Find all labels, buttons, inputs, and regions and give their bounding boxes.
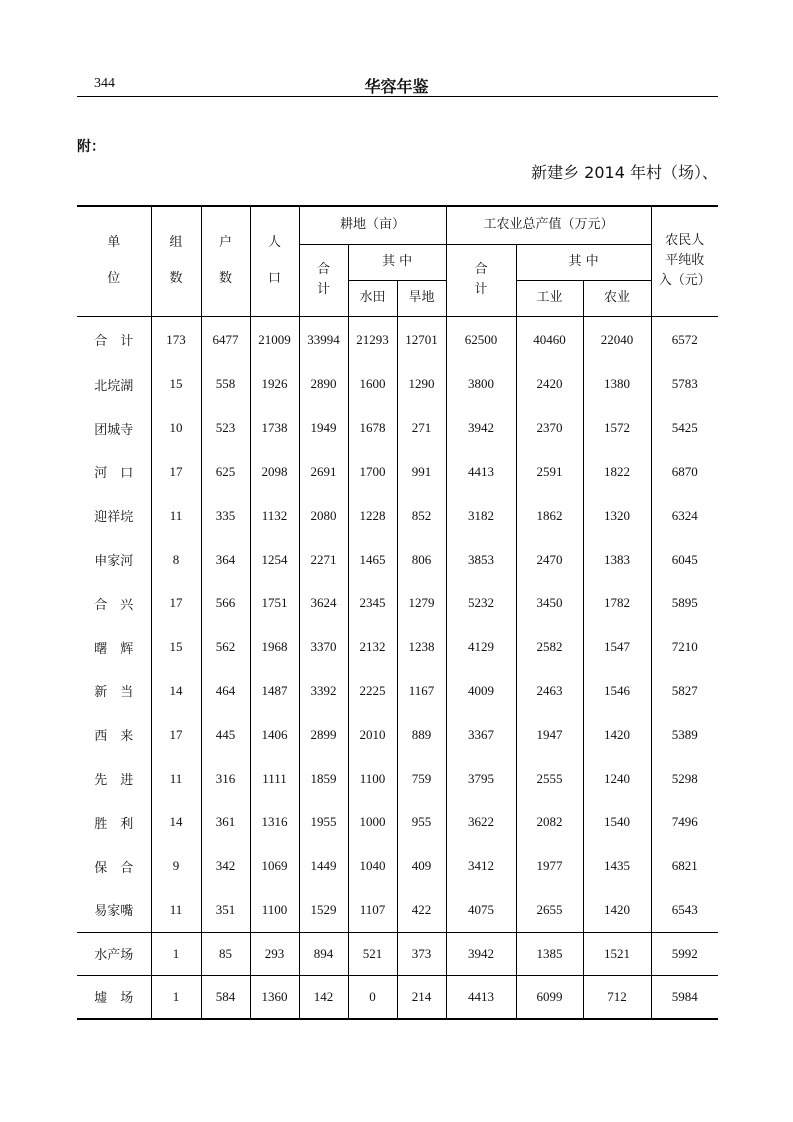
- table-row: [77, 316, 718, 363]
- cell-dry: 373: [397, 932, 446, 975]
- cell-name: 新 当: [77, 669, 151, 713]
- cell-population: 1254: [250, 538, 299, 582]
- cell-agriculture: 22040: [583, 316, 651, 363]
- table-row: [77, 625, 718, 669]
- cell-dry: 852: [397, 494, 446, 538]
- header-farmland: 耕地（亩）: [299, 206, 446, 244]
- cell-output-total: 3412: [446, 844, 516, 888]
- header-groups-line1: 组: [169, 235, 183, 251]
- cell-industry: 2370: [516, 406, 583, 450]
- cell-dry: 409: [397, 844, 446, 888]
- table-row: [77, 888, 718, 932]
- cell-groups: 17: [151, 581, 201, 625]
- cell-agriculture: 1320: [583, 494, 651, 538]
- cell-paddy: 1100: [348, 757, 397, 801]
- cell-population: 1738: [250, 406, 299, 450]
- cell-output-total: 3942: [446, 406, 516, 450]
- table-row: [77, 581, 718, 625]
- cell-paddy: 1465: [348, 538, 397, 582]
- cell-income: 6870: [651, 450, 718, 494]
- cell-groups: 14: [151, 669, 201, 713]
- cell-industry: 2463: [516, 669, 583, 713]
- cell-households: 558: [201, 363, 250, 407]
- running-title: 华容年鉴: [364, 77, 429, 96]
- page-number: 344: [94, 76, 115, 91]
- cell-agriculture: 1240: [583, 757, 651, 801]
- cell-industry: 2591: [516, 450, 583, 494]
- cell-groups: 8: [151, 538, 201, 582]
- cell-name: 合 兴: [77, 581, 151, 625]
- table-row: [77, 363, 718, 407]
- cell-output-total: 3800: [446, 363, 516, 407]
- cell-groups: 15: [151, 625, 201, 669]
- cell-population: 1111: [250, 757, 299, 801]
- cell-paddy: 521: [348, 932, 397, 975]
- cell-dry: 1279: [397, 581, 446, 625]
- cell-dry: 889: [397, 713, 446, 757]
- cell-output-total: 3795: [446, 757, 516, 801]
- cell-dry: 214: [397, 975, 446, 1019]
- cell-output-total: 3942: [446, 932, 516, 975]
- cell-agriculture: 1782: [583, 581, 651, 625]
- header-output-total-line1: 合: [474, 261, 488, 277]
- cell-households: 523: [201, 406, 250, 450]
- cell-land-total: 1955: [299, 800, 348, 844]
- cell-agriculture: 1521: [583, 932, 651, 975]
- cell-paddy: 1107: [348, 888, 397, 932]
- header-population-line2: 口: [267, 271, 281, 287]
- cell-industry: 2420: [516, 363, 583, 407]
- cell-income: 6821: [651, 844, 718, 888]
- cell-income: 5895: [651, 581, 718, 625]
- cell-income: 7210: [651, 625, 718, 669]
- cell-dry: 271: [397, 406, 446, 450]
- header-groups: [151, 206, 201, 316]
- cell-households: 361: [201, 800, 250, 844]
- cell-groups: 9: [151, 844, 201, 888]
- cell-groups: 11: [151, 494, 201, 538]
- cell-paddy: 2132: [348, 625, 397, 669]
- cell-land-total: 2080: [299, 494, 348, 538]
- cell-households: 445: [201, 713, 250, 757]
- cell-households: 625: [201, 450, 250, 494]
- table-row: [77, 800, 718, 844]
- table-body: [77, 316, 718, 1019]
- cell-agriculture: 1546: [583, 669, 651, 713]
- cell-households: 584: [201, 975, 250, 1019]
- cell-population: 21009: [250, 316, 299, 363]
- header-income-line1: 农民人: [665, 233, 705, 249]
- cell-paddy: 2225: [348, 669, 397, 713]
- cell-population: 1100: [250, 888, 299, 932]
- cell-households: 6477: [201, 316, 250, 363]
- cell-land-total: 894: [299, 932, 348, 975]
- header-farmland-total: [299, 244, 348, 316]
- cell-income: 6543: [651, 888, 718, 932]
- header-population: [250, 206, 299, 316]
- cell-households: 562: [201, 625, 250, 669]
- cell-groups: 11: [151, 888, 201, 932]
- cell-land-total: 1949: [299, 406, 348, 450]
- table-header: [77, 206, 718, 316]
- cell-output-total: 4129: [446, 625, 516, 669]
- cell-agriculture: 1547: [583, 625, 651, 669]
- cell-income: 5783: [651, 363, 718, 407]
- header-industry: 工业: [516, 280, 583, 316]
- cell-agriculture: 1572: [583, 406, 651, 450]
- table-row: [77, 538, 718, 582]
- cell-income: 5389: [651, 713, 718, 757]
- attachment-label: 附：: [77, 139, 105, 155]
- cell-groups: 14: [151, 800, 201, 844]
- cell-industry: 1385: [516, 932, 583, 975]
- cell-output-total: 4009: [446, 669, 516, 713]
- cell-income: 5984: [651, 975, 718, 1019]
- cell-agriculture: 1380: [583, 363, 651, 407]
- cell-name: 先 进: [77, 757, 151, 801]
- header-farmland-total-line1: 合: [316, 261, 330, 277]
- table-row: [77, 669, 718, 713]
- cell-name: 水产场: [77, 932, 151, 975]
- cell-industry: 1862: [516, 494, 583, 538]
- header-income: [651, 206, 718, 316]
- table-row: [77, 450, 718, 494]
- cell-agriculture: 1540: [583, 800, 651, 844]
- cell-income: 5992: [651, 932, 718, 975]
- cell-paddy: 0: [348, 975, 397, 1019]
- header-agriculture: 农业: [583, 280, 651, 316]
- cell-population: 2098: [250, 450, 299, 494]
- cell-industry: 2655: [516, 888, 583, 932]
- cell-name: 迎祥垸: [77, 494, 151, 538]
- table-row: [77, 406, 718, 450]
- cell-land-total: 2691: [299, 450, 348, 494]
- cell-industry: 1947: [516, 713, 583, 757]
- cell-population: 1406: [250, 713, 299, 757]
- table-row: [77, 713, 718, 757]
- cell-land-total: 3370: [299, 625, 348, 669]
- header-income-line2: 平纯收: [665, 253, 705, 269]
- cell-income: 5425: [651, 406, 718, 450]
- cell-population: 1968: [250, 625, 299, 669]
- cell-output-total: 62500: [446, 316, 516, 363]
- cell-dry: 991: [397, 450, 446, 494]
- cell-industry: 2555: [516, 757, 583, 801]
- cell-land-total: 3392: [299, 669, 348, 713]
- table-title: 新建乡 2014 年村（场）、: [531, 163, 718, 182]
- cell-paddy: 1000: [348, 800, 397, 844]
- header-paddy: 水田: [348, 280, 397, 316]
- cell-name: 墟 场: [77, 975, 151, 1019]
- cell-paddy: 1700: [348, 450, 397, 494]
- cell-dry: 1290: [397, 363, 446, 407]
- cell-industry: 40460: [516, 316, 583, 363]
- header-dry-land: 旱地: [397, 280, 446, 316]
- cell-land-total: 1449: [299, 844, 348, 888]
- cell-paddy: 2010: [348, 713, 397, 757]
- cell-dry: 759: [397, 757, 446, 801]
- cell-paddy: 1600: [348, 363, 397, 407]
- header-households-line1: 户: [218, 235, 232, 251]
- cell-income: 6045: [651, 538, 718, 582]
- cell-paddy: 2345: [348, 581, 397, 625]
- header-households: [201, 206, 250, 316]
- cell-industry: 1977: [516, 844, 583, 888]
- cell-households: 335: [201, 494, 250, 538]
- cell-households: 351: [201, 888, 250, 932]
- cell-groups: 10: [151, 406, 201, 450]
- cell-population: 1316: [250, 800, 299, 844]
- cell-households: 566: [201, 581, 250, 625]
- cell-land-total: 2890: [299, 363, 348, 407]
- cell-households: 364: [201, 538, 250, 582]
- cell-industry: 6099: [516, 975, 583, 1019]
- cell-output-total: 3367: [446, 713, 516, 757]
- cell-agriculture: 1435: [583, 844, 651, 888]
- header-output-of-which: 其 中: [516, 244, 651, 280]
- cell-output-total: 3182: [446, 494, 516, 538]
- cell-households: 342: [201, 844, 250, 888]
- header-population-line1: 人: [267, 235, 281, 251]
- cell-industry: 3450: [516, 581, 583, 625]
- cell-income: 5298: [651, 757, 718, 801]
- header-unit: [77, 206, 151, 316]
- cell-population: 1132: [250, 494, 299, 538]
- cell-industry: 2582: [516, 625, 583, 669]
- cell-groups: 17: [151, 713, 201, 757]
- cell-output-total: 4413: [446, 450, 516, 494]
- cell-name: 团城寺: [77, 406, 151, 450]
- header-unit-line1: 单: [107, 235, 121, 251]
- cell-population: 1751: [250, 581, 299, 625]
- cell-paddy: 1040: [348, 844, 397, 888]
- cell-population: 1926: [250, 363, 299, 407]
- cell-population: 1487: [250, 669, 299, 713]
- cell-paddy: 21293: [348, 316, 397, 363]
- table-row: [77, 494, 718, 538]
- header-farmland-total-line2: 计: [316, 282, 330, 297]
- cell-groups: 173: [151, 316, 201, 363]
- cell-groups: 1: [151, 975, 201, 1019]
- cell-dry: 806: [397, 538, 446, 582]
- cell-dry: 422: [397, 888, 446, 932]
- cell-groups: 11: [151, 757, 201, 801]
- cell-name: 河 口: [77, 450, 151, 494]
- cell-income: 6324: [651, 494, 718, 538]
- cell-paddy: 1228: [348, 494, 397, 538]
- cell-land-total: 2899: [299, 713, 348, 757]
- cell-output-total: 5232: [446, 581, 516, 625]
- header-groups-line2: 数: [169, 271, 183, 287]
- cell-name: 北垸湖: [77, 363, 151, 407]
- cell-name: 曙 辉: [77, 625, 151, 669]
- cell-land-total: 3624: [299, 581, 348, 625]
- cell-land-total: 2271: [299, 538, 348, 582]
- header-unit-line2: 位: [107, 271, 121, 287]
- cell-income: 6572: [651, 316, 718, 363]
- cell-land-total: 1529: [299, 888, 348, 932]
- cell-income: 5827: [651, 669, 718, 713]
- cell-population: 1069: [250, 844, 299, 888]
- table-row: [77, 932, 718, 975]
- header-households-line2: 数: [218, 271, 232, 287]
- header-income-line3: 入（元）: [658, 273, 711, 289]
- cell-dry: 1238: [397, 625, 446, 669]
- table-row: [77, 975, 718, 1019]
- header-farmland-of-which: 其 中: [348, 244, 446, 280]
- cell-groups: 15: [151, 363, 201, 407]
- cell-groups: 17: [151, 450, 201, 494]
- table-row: [77, 844, 718, 888]
- cell-industry: 2082: [516, 800, 583, 844]
- cell-dry: 12701: [397, 316, 446, 363]
- cell-agriculture: 1383: [583, 538, 651, 582]
- cell-agriculture: 712: [583, 975, 651, 1019]
- cell-agriculture: 1420: [583, 888, 651, 932]
- cell-name: 西 来: [77, 713, 151, 757]
- cell-dry: 1167: [397, 669, 446, 713]
- cell-agriculture: 1822: [583, 450, 651, 494]
- cell-land-total: 1859: [299, 757, 348, 801]
- cell-output-total: 4413: [446, 975, 516, 1019]
- cell-paddy: 1678: [348, 406, 397, 450]
- cell-output-total: 4075: [446, 888, 516, 932]
- cell-name: 合 计: [77, 316, 151, 363]
- cell-households: 316: [201, 757, 250, 801]
- cell-name: 保 合: [77, 844, 151, 888]
- cell-income: 7496: [651, 800, 718, 844]
- cell-land-total: 142: [299, 975, 348, 1019]
- cell-output-total: 3622: [446, 800, 516, 844]
- header-output-total: [446, 244, 516, 316]
- cell-name: 申家河: [77, 538, 151, 582]
- cell-land-total: 33994: [299, 316, 348, 363]
- header-output: 工农业总产值（万元）: [446, 206, 651, 244]
- cell-population: 1360: [250, 975, 299, 1019]
- cell-households: 85: [201, 932, 250, 975]
- cell-agriculture: 1420: [583, 713, 651, 757]
- header-rule: [77, 96, 718, 97]
- cell-population: 293: [250, 932, 299, 975]
- village-statistics-table: [77, 205, 718, 1020]
- cell-industry: 2470: [516, 538, 583, 582]
- cell-name: 胜 利: [77, 800, 151, 844]
- cell-groups: 1: [151, 932, 201, 975]
- header-output-total-line2: 计: [474, 282, 488, 297]
- cell-households: 464: [201, 669, 250, 713]
- cell-dry: 955: [397, 800, 446, 844]
- cell-output-total: 3853: [446, 538, 516, 582]
- cell-name: 易家嘴: [77, 888, 151, 932]
- table-row: [77, 757, 718, 801]
